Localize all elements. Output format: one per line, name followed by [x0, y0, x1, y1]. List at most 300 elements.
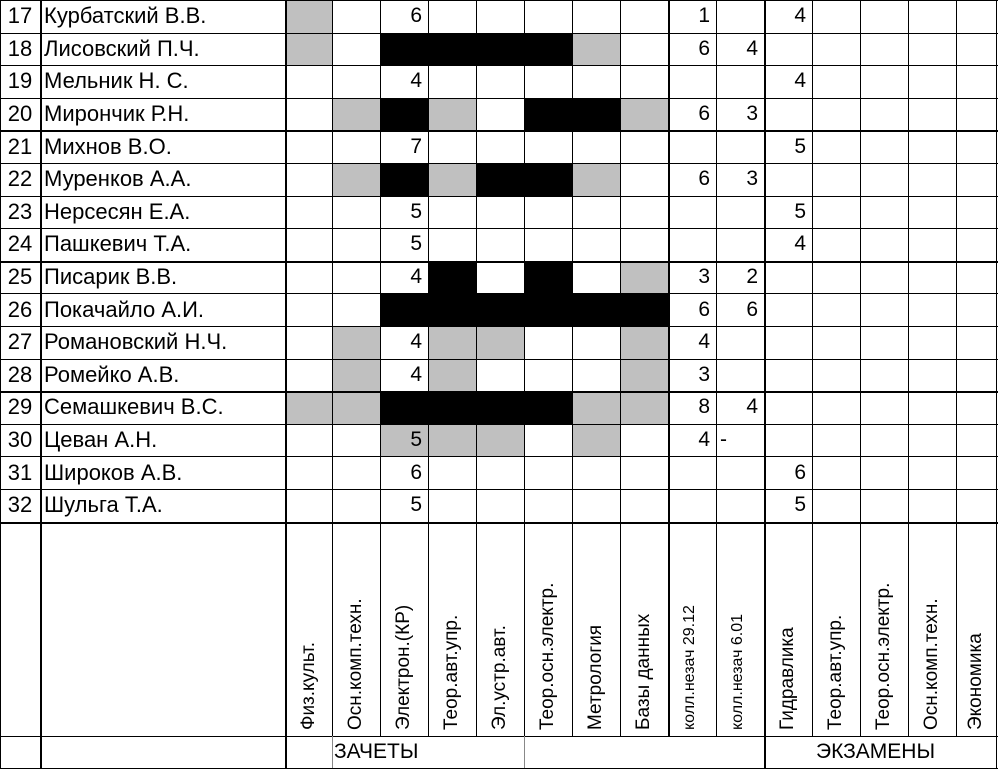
subject-header: колл.незач 6.01 [729, 613, 746, 730]
grade-cell [285, 359, 332, 392]
grade-cell [620, 391, 668, 424]
grade-cell [332, 456, 380, 489]
subject-header: Теор.осн.электр. [873, 582, 894, 730]
grade-cell [428, 359, 476, 392]
grade-cell [620, 261, 668, 294]
grade-cell [428, 130, 476, 163]
subject-header: Гидравлика [777, 627, 798, 730]
grade-cell [572, 130, 620, 163]
grade-cell [716, 326, 764, 359]
grid-line [668, 0, 670, 736]
grade-cell: 4 [698, 428, 710, 452]
grade-cell [860, 0, 908, 33]
student-name: Мельник Н. С. [44, 68, 189, 94]
grade-cell [332, 33, 380, 66]
grade-cell [812, 0, 860, 33]
grade-cell [524, 33, 572, 66]
grade-cell [285, 261, 332, 294]
grade-cell [476, 456, 524, 489]
grade-cell [620, 424, 668, 457]
grade-cell [476, 391, 524, 424]
grade-cell [956, 33, 996, 66]
grade-cell [812, 98, 860, 131]
grade-cell [332, 424, 380, 457]
grade-cell [860, 65, 908, 98]
grid-line [716, 0, 717, 736]
grade-cell [572, 391, 620, 424]
grade-cell [812, 33, 860, 66]
grade-cell [908, 130, 956, 163]
subject-header: Теор.авт.упр. [441, 614, 462, 730]
student-name: Михнов В.О. [44, 133, 172, 159]
grade-cell [428, 326, 476, 359]
grade-cell [620, 0, 668, 33]
zachety-label: ЗАЧЕТЫ [334, 740, 419, 763]
grid-line [428, 0, 429, 736]
grade-cell [812, 293, 860, 326]
grade-cell [285, 0, 332, 33]
grade-cell [764, 293, 812, 326]
grid-line [0, 261, 998, 263]
grade-cell: 5 [794, 134, 806, 158]
row-number: 17 [7, 3, 33, 29]
grade-cell [812, 163, 860, 196]
student-name: Цеван А.Н. [44, 427, 158, 453]
grade-cell [476, 326, 524, 359]
grid-line [0, 359, 998, 360]
grade-cell [476, 196, 524, 229]
grade-cell [668, 456, 716, 489]
grade-cell [620, 326, 668, 359]
grade-cell: 6 [410, 4, 422, 28]
grade-cell: 2 [746, 265, 758, 289]
grade-cell [285, 98, 332, 131]
grade-cell [620, 456, 668, 489]
grid-line [0, 424, 998, 425]
grade-cell [476, 261, 524, 294]
grid-line [0, 736, 998, 737]
grade-cell [668, 489, 716, 522]
grade-cell [956, 163, 996, 196]
grade-cell [524, 489, 572, 522]
grade-cell [860, 196, 908, 229]
grade-cell [572, 293, 620, 326]
grade-cell [428, 163, 476, 196]
grade-cell [524, 391, 572, 424]
grade-cell [764, 359, 812, 392]
student-name: Пашкевич Т.А. [44, 231, 192, 257]
grade-cell [860, 98, 908, 131]
grade-cell [476, 424, 524, 457]
grade-cell [860, 163, 908, 196]
grade-cell [908, 424, 956, 457]
grade-cell [428, 33, 476, 66]
subject-header: Экономика [965, 633, 986, 730]
grade-cell [764, 261, 812, 294]
grade-cell [812, 489, 860, 522]
grade-cell [285, 489, 332, 522]
grade-cell [812, 196, 860, 229]
grade-cell [620, 228, 668, 261]
grade-cell [716, 130, 764, 163]
grade-cell [428, 293, 476, 326]
row-number: 30 [7, 427, 33, 453]
row-number: 28 [7, 361, 33, 387]
grade-cell [620, 293, 668, 326]
grade-cell [380, 293, 428, 326]
grade-cell [860, 391, 908, 424]
grade-cell [908, 261, 956, 294]
subject-header: Осн.комп.техн. [345, 598, 366, 730]
row-number: 23 [7, 198, 33, 224]
grade-cell [332, 130, 380, 163]
grade-cell [956, 489, 996, 522]
grade-cell: 5 [410, 199, 422, 223]
grade-cell [332, 98, 380, 131]
grade-cell: 8 [698, 395, 710, 419]
row-number: 32 [7, 492, 33, 518]
grade-cell [908, 391, 956, 424]
grade-cell [380, 33, 428, 66]
grade-cell: 7 [410, 134, 422, 158]
grid-line [0, 293, 998, 294]
student-name: Шульга Т.А. [44, 492, 163, 518]
grade-cell: 3 [698, 265, 710, 289]
grade-cell [812, 456, 860, 489]
grid-line [0, 98, 998, 99]
grade-cell [908, 65, 956, 98]
student-name: Муренков А.А. [44, 166, 192, 192]
grade-cell [380, 391, 428, 424]
grid-line [524, 736, 525, 768]
grade-cell [812, 391, 860, 424]
grade-cell [716, 359, 764, 392]
grade-cell [716, 0, 764, 33]
grid-line [620, 0, 621, 736]
grade-cell [524, 359, 572, 392]
student-name: Курбатский В.В. [44, 3, 207, 29]
grade-cell [285, 456, 332, 489]
grid-line [0, 0, 998, 1]
grade-cell [524, 228, 572, 261]
grade-cell [860, 456, 908, 489]
grade-cell: 5 [380, 424, 428, 457]
student-name: Семашкевич В.С. [44, 394, 224, 420]
grade-cell [572, 0, 620, 33]
grade-cell: 4 [410, 362, 422, 386]
grade-cell [428, 456, 476, 489]
row-number: 21 [7, 133, 33, 159]
grade-cell [332, 0, 380, 33]
grade-cell [812, 326, 860, 359]
grid-line [0, 326, 998, 327]
grade-cell [860, 130, 908, 163]
grade-cell [908, 33, 956, 66]
row-number: 25 [7, 264, 33, 290]
grade-cell [620, 130, 668, 163]
grade-cell [764, 424, 812, 457]
grade-cell [620, 33, 668, 66]
grade-cell: 4 [410, 69, 422, 93]
grade-cell [572, 98, 620, 131]
grade-cell: 6 [698, 102, 710, 126]
grade-cell [908, 326, 956, 359]
grid-line [0, 768, 998, 769]
grade-cell [285, 424, 332, 457]
grade-cell [860, 293, 908, 326]
grade-cell [908, 359, 956, 392]
row-number: 18 [7, 35, 33, 61]
student-name: Ромейко А.В. [44, 361, 180, 387]
grade-cell [285, 391, 332, 424]
grade-cell [812, 261, 860, 294]
grade-cell [956, 293, 996, 326]
grade-cell [332, 489, 380, 522]
grade-cell: 4 [794, 69, 806, 93]
grade-cell [332, 65, 380, 98]
grade-cell [908, 98, 956, 131]
grade-cell [524, 98, 572, 131]
row-number: 22 [7, 166, 33, 192]
grade-cell [524, 0, 572, 33]
grade-cell [476, 65, 524, 98]
grade-cell [332, 196, 380, 229]
subject-header: Электрон.(КР) [393, 604, 414, 730]
grade-cell [524, 424, 572, 457]
subject-header: Теор.авт.упр. [825, 614, 846, 730]
grade-cell: 4 [746, 395, 758, 419]
student-name: Лисовский П.Ч. [44, 35, 200, 61]
grade-cell [956, 456, 996, 489]
grade-cell [956, 0, 996, 33]
grade-cell [332, 293, 380, 326]
grade-cell [956, 359, 996, 392]
grade-cell [572, 489, 620, 522]
grade-cell: 4 [410, 265, 422, 289]
grade-cell [476, 293, 524, 326]
grade-cell: 4 [698, 330, 710, 354]
grade-cell [812, 424, 860, 457]
subject-header: Осн.комп.техн. [921, 598, 942, 730]
grade-cell [524, 196, 572, 229]
grid-line [0, 456, 998, 457]
grade-cell [524, 293, 572, 326]
grade-cell: 3 [746, 167, 758, 191]
grid-line [572, 0, 573, 736]
grade-cell [285, 130, 332, 163]
grade-cell [860, 359, 908, 392]
grade-cell [476, 98, 524, 131]
grade-cell [908, 196, 956, 229]
row-number: 24 [7, 231, 33, 257]
grid-line [812, 0, 813, 736]
grade-cell [572, 33, 620, 66]
grid-line [0, 130, 998, 132]
grade-cell [620, 163, 668, 196]
grid-line [0, 33, 998, 34]
student-name: Романовский Н.Ч. [44, 329, 228, 355]
grade-cell: 4 [746, 36, 758, 60]
grade-cell [956, 228, 996, 261]
grade-cell [572, 326, 620, 359]
grid-line [860, 0, 861, 736]
grade-cell: 5 [794, 493, 806, 517]
subject-header: колл.незач 29.12 [681, 605, 698, 730]
grid-line [40, 0, 42, 768]
grade-cell: 6 [410, 460, 422, 484]
grade-cell [476, 33, 524, 66]
grade-cell [956, 391, 996, 424]
student-name: Покачайло А.И. [44, 296, 205, 322]
grade-cell [908, 489, 956, 522]
grade-cell: 4 [794, 232, 806, 256]
grade-cell [860, 261, 908, 294]
grade-cell [476, 163, 524, 196]
grade-cell [476, 489, 524, 522]
grade-cell [332, 163, 380, 196]
grade-cell [428, 424, 476, 457]
grade-cell [620, 359, 668, 392]
grade-cell: 6 [698, 167, 710, 191]
row-number: 29 [7, 394, 33, 420]
grade-cell [572, 261, 620, 294]
grade-cell [476, 0, 524, 33]
grade-cell [428, 261, 476, 294]
grade-cell [428, 228, 476, 261]
grade-cell [572, 456, 620, 489]
grade-cell: 4 [410, 330, 422, 354]
row-number: 27 [7, 329, 33, 355]
row-number: 20 [7, 101, 33, 127]
grade-cell [332, 261, 380, 294]
grade-cell: 6 [746, 297, 758, 321]
grade-cell [908, 163, 956, 196]
grid-line [956, 0, 957, 736]
grid-line [0, 522, 998, 524]
grade-cell [668, 228, 716, 261]
grade-cell [956, 65, 996, 98]
grade-cell [572, 196, 620, 229]
grade-cell [572, 65, 620, 98]
grade-cell [524, 130, 572, 163]
grid-line [0, 391, 998, 393]
grade-cell [476, 228, 524, 261]
grade-cell: 1 [698, 4, 710, 28]
grade-cell: - [720, 428, 727, 452]
grade-cell [428, 65, 476, 98]
grade-cell [332, 359, 380, 392]
grade-cell [285, 65, 332, 98]
grade-cell [956, 196, 996, 229]
grade-cell [524, 326, 572, 359]
subject-header: Базы данных [633, 613, 654, 730]
row-number: 19 [7, 68, 33, 94]
grid-line [0, 489, 998, 490]
grid-line [0, 65, 998, 66]
grade-cell [956, 424, 996, 457]
grade-cell [764, 98, 812, 131]
grade-cell [285, 163, 332, 196]
grade-cell: 5 [410, 493, 422, 517]
grade-cell: 4 [794, 4, 806, 28]
grid-line [0, 163, 998, 164]
grid-line [0, 196, 998, 197]
student-name: Писарик В.В. [44, 264, 178, 290]
grid-line [0, 228, 998, 229]
grade-cell [956, 326, 996, 359]
grade-cell [764, 326, 812, 359]
grade-cell: 3 [746, 102, 758, 126]
subject-header: Эл.устр.авт. [489, 625, 510, 730]
grade-cell [668, 196, 716, 229]
grade-cell [908, 456, 956, 489]
grade-cell [285, 196, 332, 229]
grade-cell [908, 0, 956, 33]
grade-cell [620, 65, 668, 98]
grid-line [996, 0, 997, 768]
grade-cell [860, 326, 908, 359]
grade-cell [476, 359, 524, 392]
grade-cell [716, 456, 764, 489]
grade-cell [285, 293, 332, 326]
grid-line [332, 736, 333, 768]
grade-cell [716, 228, 764, 261]
grade-cell [285, 228, 332, 261]
grade-cell [380, 98, 428, 131]
grade-cell [476, 130, 524, 163]
grade-cell [956, 261, 996, 294]
grade-cell [285, 326, 332, 359]
grade-cell [428, 391, 476, 424]
student-name: Широков А.В. [44, 459, 183, 485]
grade-cell [428, 0, 476, 33]
subject-header: Метрология [585, 624, 606, 730]
row-number: 31 [7, 459, 33, 485]
grade-cell [812, 65, 860, 98]
grade-cell [620, 98, 668, 131]
student-name: Мирончик Р.Н. [44, 101, 190, 127]
grade-cell [524, 261, 572, 294]
grade-cell [524, 163, 572, 196]
grid-line [380, 0, 381, 736]
grade-cell [332, 228, 380, 261]
grade-cell [524, 65, 572, 98]
grade-cell [716, 196, 764, 229]
subject-header: Физ.культ. [297, 641, 319, 730]
grade-cell [908, 228, 956, 261]
grade-cell [812, 228, 860, 261]
grid-line [0, 0, 1, 768]
grade-cell [812, 130, 860, 163]
grade-cell [764, 391, 812, 424]
grade-cell [716, 65, 764, 98]
grade-cell [428, 489, 476, 522]
grade-cell [572, 359, 620, 392]
grade-cell [716, 489, 764, 522]
grade-cell [572, 424, 620, 457]
ekzameny-label: ЭКЗАМЕНЫ [816, 740, 936, 763]
grade-cell [956, 98, 996, 131]
grade-cell [428, 98, 476, 131]
grade-cell [860, 489, 908, 522]
grid-line [908, 0, 909, 736]
grade-cell [860, 424, 908, 457]
grade-cell [668, 65, 716, 98]
grade-cell [812, 359, 860, 392]
grade-cell [332, 326, 380, 359]
grid-line [524, 0, 525, 736]
grade-cell: 6 [698, 36, 710, 60]
